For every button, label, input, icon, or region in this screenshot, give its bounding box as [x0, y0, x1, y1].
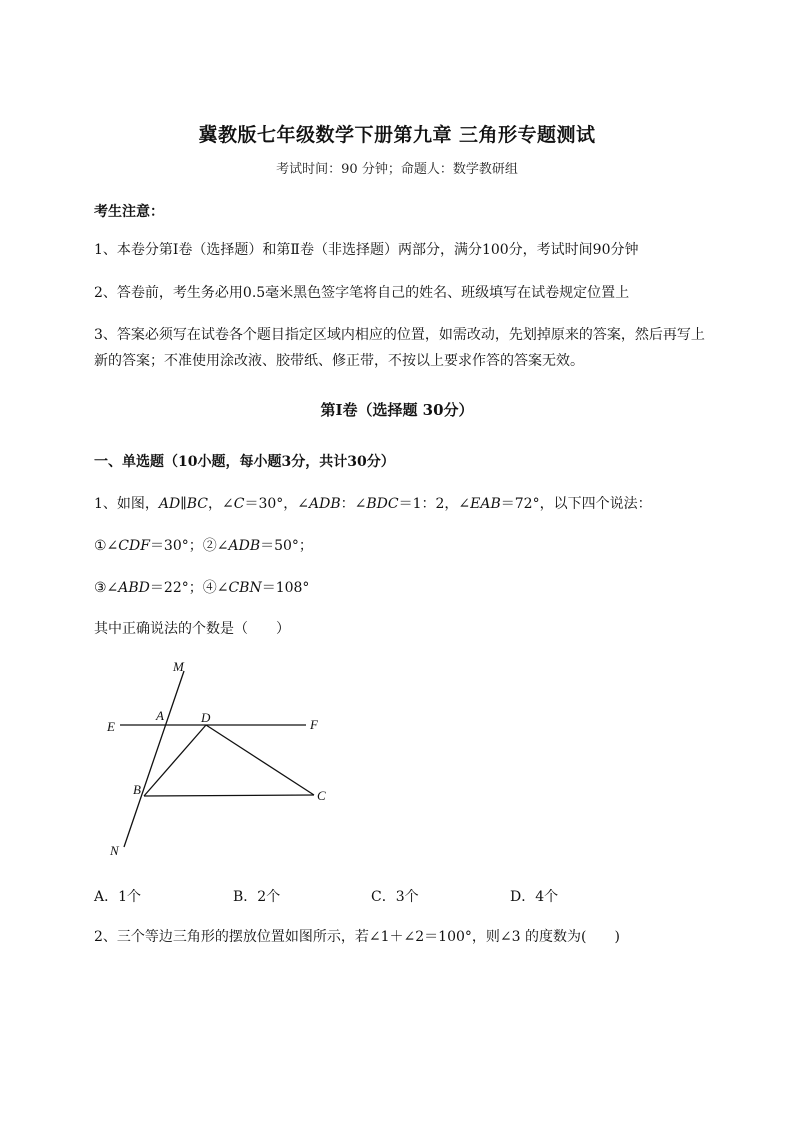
q1-colon: ：∠	[340, 496, 367, 512]
label-b: B	[133, 782, 141, 797]
q1-stem-prefix: 1、如图，	[94, 496, 159, 512]
q1-ratio: ＝1：2，∠	[398, 496, 471, 512]
q1-tail: ＝72°，以下四个说法：	[500, 496, 652, 512]
q1-bc: BC	[186, 496, 208, 512]
q1-bdc: BDC	[366, 496, 399, 512]
q1-parallel: ∥	[180, 496, 187, 512]
label-e: E	[107, 719, 115, 734]
label-f: F	[310, 717, 318, 732]
q1-s1-var: CDF	[118, 538, 150, 554]
q1-eab: EAB	[470, 496, 501, 512]
line-mn	[124, 671, 184, 847]
q1-option-b[interactable]: B．2个	[233, 889, 281, 905]
notice-item-3: 3、答案必须写在试卷各个题目指定区域内相应的位置，如需改动，先划掉原来的答案，然后再写上新的答案；不准使用涂改液、胶带纸、修正带，不按以上要求作答的答案无效。	[94, 327, 705, 369]
q1-c: C	[233, 496, 245, 512]
label-m: M	[173, 659, 184, 674]
q1-statements-1-2	[94, 533, 313, 559]
q1-option-d[interactable]: D．4个	[510, 889, 559, 905]
label-c: C	[317, 788, 326, 803]
q1-s3-pre: ③∠	[94, 580, 119, 596]
q1-c1: ，∠	[208, 496, 234, 512]
part-title: 一、单选题（10小题，每小题3分，共计30分）	[94, 454, 395, 470]
q1-s1-pre: ①∠	[94, 538, 119, 554]
q1-question: 其中正确说法的个数是（ ）	[94, 621, 290, 637]
q1-option-c[interactable]: C．3个	[371, 889, 419, 905]
section-title: 第Ⅰ卷（选择题 30分）	[320, 401, 474, 419]
label-d: D	[201, 710, 211, 725]
q1-stem	[94, 491, 652, 517]
notice-item-1: 1、本卷分第Ⅰ卷（选择题）和第Ⅱ卷（非选择题）两部分，满分100分，考试时间90分钟	[94, 242, 639, 258]
q1-option-a[interactable]: A．1个	[94, 889, 142, 905]
q1-s3-var: ABD	[118, 580, 150, 596]
q1-c2: ＝30°，∠	[244, 496, 309, 512]
q1-ad: AD	[158, 496, 181, 512]
segment-bc	[144, 795, 314, 796]
segment-dc	[206, 725, 314, 795]
page-title: 冀教版七年级数学下册第九章 三角形专题测试	[198, 124, 596, 146]
q1-s1-post: ＝30°；②∠	[149, 538, 229, 554]
q2-stem: 2、三个等边三角形的摆放位置如图所示，若∠1＋∠2＝100°，则∠3 的度数为( )	[94, 929, 620, 945]
notice-item-2: 2、答卷前，考生务必用0.5毫米黑色签字笔将自己的姓名、班级填写在试卷规定位置上	[94, 285, 630, 301]
q1-s3-post: ＝22°；④∠	[149, 580, 229, 596]
exam-info: 考试时间：90 分钟；命题人：数学教研组	[276, 162, 518, 177]
label-a: A	[156, 708, 164, 723]
q1-s2-var: ADB	[228, 538, 261, 554]
q1-s4-post: ＝108°	[261, 580, 310, 596]
notice-heading: 考生注意：	[94, 204, 164, 220]
q1-figure	[100, 655, 340, 860]
q1-adb: ADB	[309, 496, 341, 512]
q1-statements-3-4	[94, 575, 309, 601]
q1-s4-var: CBN	[228, 580, 262, 596]
label-n: N	[110, 843, 119, 858]
q1-s2-post: ＝50°；	[260, 538, 313, 554]
